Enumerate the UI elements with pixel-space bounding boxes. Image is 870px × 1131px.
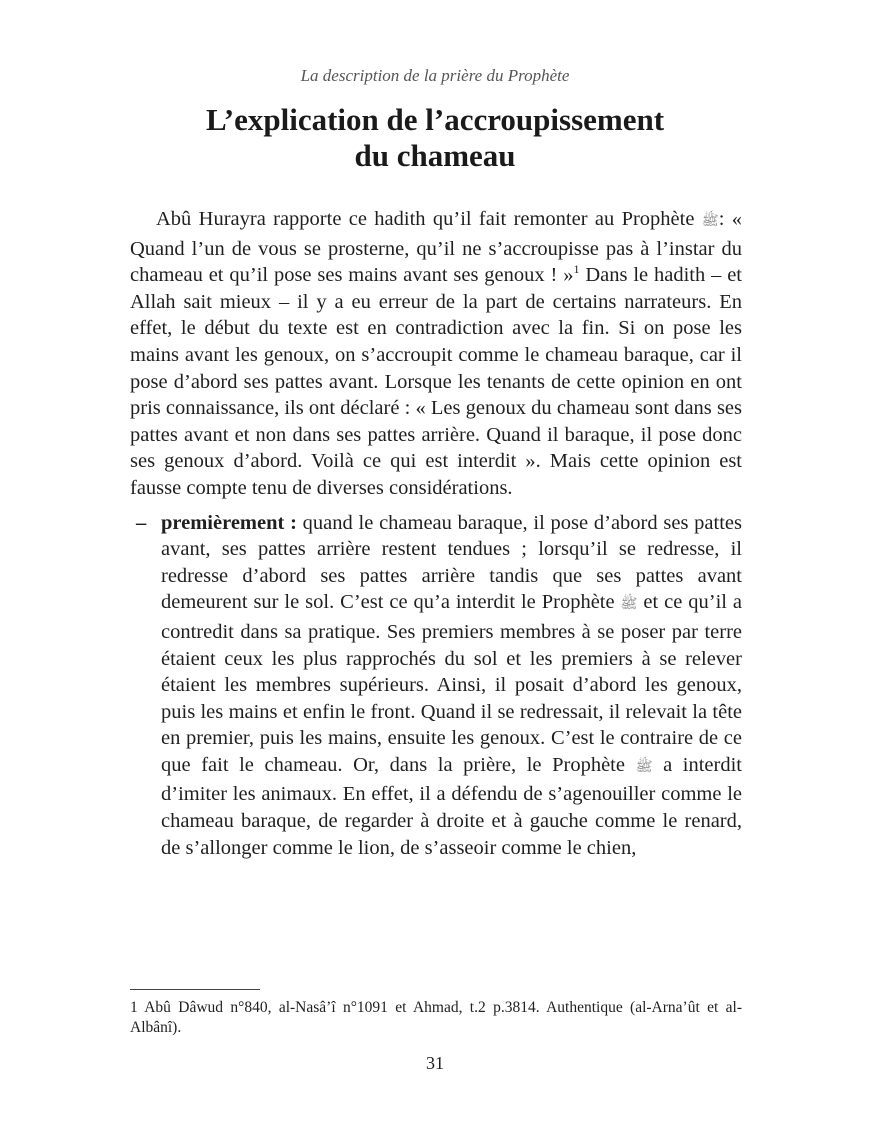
title-line-2: du chameau: [354, 138, 516, 173]
running-head: La description de la prière du Prophète: [300, 66, 570, 85]
text: Dans le hadith – et Allah sait mieux – il y a eu erreur de la part de certains narrateurs. En effet, le début du texte est en contradiction avec la fin. Si on pose les mains avant les genoux, on s’accroupit comme le chameau baraque, car il pose d’abord ses pattes avant. Lorsque les tenants de cette opinion en ont pris connaissance, ils ont déclaré : « Les genoux du chameau sont dans ses pattes avant et non dans ses pattes arrière. Quand il baraque, il pose donc ses genoux d’abord. Voilà ce qui est interdit ». Mais cette opinion est fausse compte tenu de diverses considérations.: [130, 264, 742, 499]
chapter-title: [0, 102, 870, 174]
page-number: 31: [426, 1053, 444, 1073]
list: [130, 510, 742, 862]
footnote-ref[interactable]: 1: [573, 262, 580, 277]
body-text: [130, 206, 742, 861]
title-line-1: L’explication de l’accroupissement: [205, 102, 665, 137]
text: et ce qu’il a contredit dans sa pratique. Ses premiers membres à se poser par terre étaient ceux les plus rapprochés du sol et les premiers à se relever étaient les membres supérieurs. Ainsi, il posait d’abord les genoux, puis les mains et enfin le front. Quand il se redressait, il relevait la tête en premier, puis les mains, ensuite les genoux. C’est le contraire de ce que fait le chameau. Or, dans la prière, le Prophète: [161, 591, 742, 776]
text: quand le chameau baraque, il pose d’abord ses pattes avant, ses pattes arrière restent tendues ; lorsqu’il se redresse, il redresse d’abord ses pattes arrière tandis que ses pattes avant demeurent sur le sol. C’est ce qu’a interdit le Prophète: [161, 511, 742, 614]
salutation-icon: ﷺ: [620, 597, 638, 613]
salutation-icon: ﷺ: [701, 214, 719, 229]
paragraph: [130, 206, 742, 502]
list-item-label: premièrement :: [161, 511, 297, 534]
salutation-icon: ﷺ: [635, 759, 653, 775]
text: : « Quand l’un de vous se prosterne, qu’il ne s’accroupisse pas à l’instar du chameau et qu’il pose ses mains avant ses genoux ! »: [130, 208, 742, 287]
footnote: 1 Abû Dâwud n°840, al-Nasâ’î n°1091 et Ahmad, t.2 p.3814. Authentique (al-Arna’ût et al-Albânî).: [130, 999, 742, 1036]
dash-bullet: –: [136, 511, 147, 534]
footnote-divider: [130, 989, 260, 990]
text: Abû Hurayra rapporte ce hadith qu’il fait remonter au Prophète: [156, 208, 702, 230]
text: a interdit d’imiter les animaux. En effet, il a défendu de s’agenouiller comme le chameau baraque, de regarder à droite et à gauche comme le renard, de s’allonger comme le lion, de s’asseoir comme le chien,: [161, 753, 742, 859]
list-item: [130, 510, 742, 862]
